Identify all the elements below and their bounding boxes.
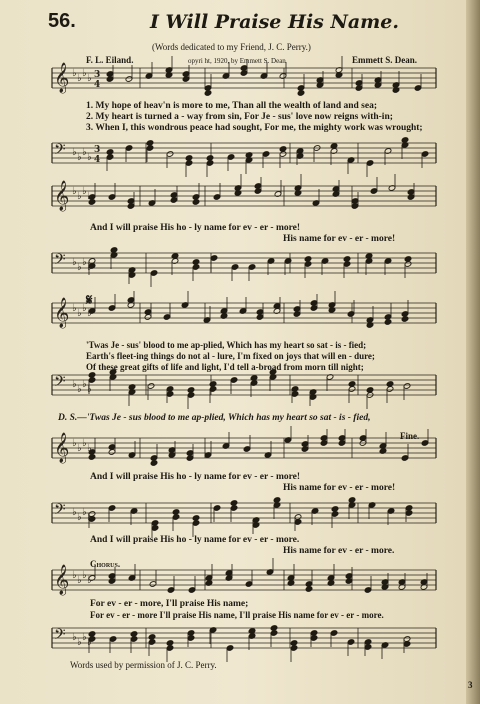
flat-icon: ♭: [82, 68, 87, 79]
chorus-label: Chorus.: [90, 559, 121, 569]
note-head: [279, 146, 287, 153]
flat-icon: ♭: [87, 73, 92, 84]
refrain-2-soprano-lyric: And I will praise His ho - ly name for ev - er - more!: [90, 472, 301, 482]
note-head: [230, 500, 238, 507]
verse-3-line-1: 3. When I, this wondrous peace had sought, For me, the mighty work was wrought;: [86, 123, 423, 133]
note-head: [348, 497, 356, 504]
treble-clef-icon: 𝄞: [54, 181, 70, 211]
verse-1-line-1: 1. My hope of heav'n is more to me, Than all the wealth of land and sea;: [86, 101, 377, 111]
permission-note: Words used by permission of J. C. Perry.: [70, 660, 217, 670]
flat-icon: ♭: [82, 632, 87, 643]
flat-icon: ♭: [87, 575, 92, 586]
hymn-title: I Will Praise His Name.: [150, 11, 399, 33]
flat-icon: ♭: [77, 73, 82, 84]
flat-icon: ♭: [82, 438, 87, 449]
note-head: [192, 259, 200, 266]
note-head: [148, 634, 156, 641]
note-head: [88, 372, 96, 379]
note-head: [146, 140, 154, 147]
note-head: [206, 155, 214, 162]
time-signature: 3: [94, 145, 101, 155]
fine-marking: Fine.: [400, 431, 420, 441]
bass-clef-icon: 𝄢: [54, 251, 66, 272]
flat-icon: ♭: [77, 308, 82, 319]
time-signature: 3: [94, 70, 101, 80]
note-head: [331, 506, 339, 513]
refrain-bass-lyric: His name for ev - er - more!: [283, 234, 396, 244]
note-head: [348, 381, 356, 388]
flat-icon: ♭: [87, 191, 92, 202]
flat-icon: ♭: [72, 438, 77, 449]
flat-icon: ♭: [72, 147, 77, 158]
chorus-soprano-lyric: For ev - er - more, I'll praise His name;: [90, 599, 249, 609]
flat-icon: ♭: [77, 637, 82, 648]
flat-icon: ♭: [77, 152, 82, 163]
note-head: [305, 586, 313, 593]
note-head: [185, 155, 193, 162]
flat-icon: ♭: [72, 68, 77, 79]
flat-icon: ♭: [82, 257, 87, 268]
flat-icon: ♭: [87, 512, 92, 523]
refrain-2-bass-lyric: His name for ev - er - more!: [283, 483, 396, 493]
flat-icon: ♭: [77, 191, 82, 202]
bass-clef-icon: 𝄢: [54, 626, 66, 647]
note-head: [166, 640, 174, 647]
bass-clef-icon: 𝄢: [54, 373, 66, 394]
note-head: [290, 640, 298, 647]
dedication: (Words dedicated to my Friend, J. C. Perry.): [152, 42, 311, 52]
flat-icon: ♭: [87, 152, 92, 163]
time-signature: 4: [94, 155, 101, 165]
note-head: [204, 90, 212, 97]
verse-2-line-2: Earth's fleet-ing things do not al - lure, I'm fixed on joys that will en - dure;: [86, 351, 375, 361]
flat-icon: ♭: [82, 303, 87, 314]
note-head: [404, 256, 412, 263]
note-head: [150, 460, 158, 467]
note-head: [130, 631, 138, 638]
flat-icon: ♭: [82, 379, 87, 390]
copyright: opyri ht, 1920, by Emmett S. Dean: [188, 57, 286, 65]
note-head: [343, 256, 351, 263]
flat-icon: ♭: [82, 147, 87, 158]
note-head: [192, 199, 200, 206]
note-head: [172, 509, 180, 516]
refrain-soprano-lyric: And I will praise His ho - ly name for ev - er - more!: [90, 223, 301, 233]
note-head: [270, 625, 278, 632]
dal-segno-line: D. S.—'Twas Je - sus blood to me ap-plied, Which has my heart so sat - is - fied,: [58, 413, 371, 423]
note-head: [187, 387, 195, 394]
flat-icon: ♭: [72, 186, 77, 197]
treble-clef-icon: 𝄞: [54, 565, 70, 595]
treble-clef-icon: 𝄞: [54, 63, 70, 93]
flat-icon: ♭: [77, 384, 82, 395]
flat-icon: ♭: [87, 443, 92, 454]
page-number: 3: [468, 680, 473, 690]
flat-icon: ♭: [72, 257, 77, 268]
flat-icon: ♭: [72, 303, 77, 314]
note-head: [209, 381, 217, 388]
note-head: [366, 387, 374, 394]
flat-icon: ♭: [77, 575, 82, 586]
note-head: [273, 497, 281, 504]
segno-sign: 𝄋: [86, 293, 93, 309]
flat-icon: ♭: [82, 507, 87, 518]
flat-icon: ♭: [72, 632, 77, 643]
note-head: [304, 256, 312, 263]
flat-icon: ♭: [82, 570, 87, 581]
flat-icon: ♭: [87, 384, 92, 395]
flat-icon: ♭: [72, 570, 77, 581]
verse-2-line-1: 2. My heart is turned a - way from sin, For Je - sus' love now reigns with-in;: [86, 112, 393, 122]
refrain-3-bass-lyric: His name for ev - er - more.: [283, 546, 395, 556]
note-head: [401, 316, 409, 323]
author: F. L. Eiland.: [86, 55, 134, 65]
chorus-bass-lyric: For ev - er - more I'll praise His name, I'll praise His name for ev - er - more.: [90, 610, 384, 620]
flat-icon: ♭: [72, 507, 77, 518]
flat-icon: ♭: [77, 443, 82, 454]
flat-icon: ♭: [72, 379, 77, 390]
note-head: [401, 137, 409, 144]
flat-icon: ♭: [77, 512, 82, 523]
verse-3-line-2: Of these great gifts of life and light, I'd tell a-broad from morn till night;: [86, 362, 364, 372]
note-head: [384, 319, 392, 326]
note-head: [110, 247, 118, 254]
verse-1-line-2: 'Twas Je - sus' blood to me ap-plied, Which has my heart so sat - is - fied;: [86, 340, 367, 350]
flat-icon: ♭: [87, 262, 92, 273]
note-head: [192, 515, 200, 522]
flat-icon: ♭: [87, 308, 92, 319]
treble-clef-icon: 𝄞: [54, 433, 70, 463]
time-signature: 4: [94, 80, 101, 90]
bass-clef-icon: 𝄢: [54, 501, 66, 522]
composer: Emmett S. Dean.: [352, 55, 417, 65]
flat-icon: ♭: [77, 262, 82, 273]
treble-clef-icon: 𝄞: [54, 298, 70, 328]
flat-icon: ♭: [87, 637, 92, 648]
note-head: [297, 90, 305, 97]
refrain-3-soprano-lyric: And I will praise His ho - ly name for ev - er - more.: [90, 535, 300, 545]
note-head: [88, 454, 96, 461]
flat-icon: ♭: [82, 186, 87, 197]
bass-clef-icon: 𝄢: [54, 141, 66, 162]
hymn-number: 56.: [48, 10, 76, 32]
note-head: [386, 381, 394, 388]
note-head: [106, 149, 114, 156]
